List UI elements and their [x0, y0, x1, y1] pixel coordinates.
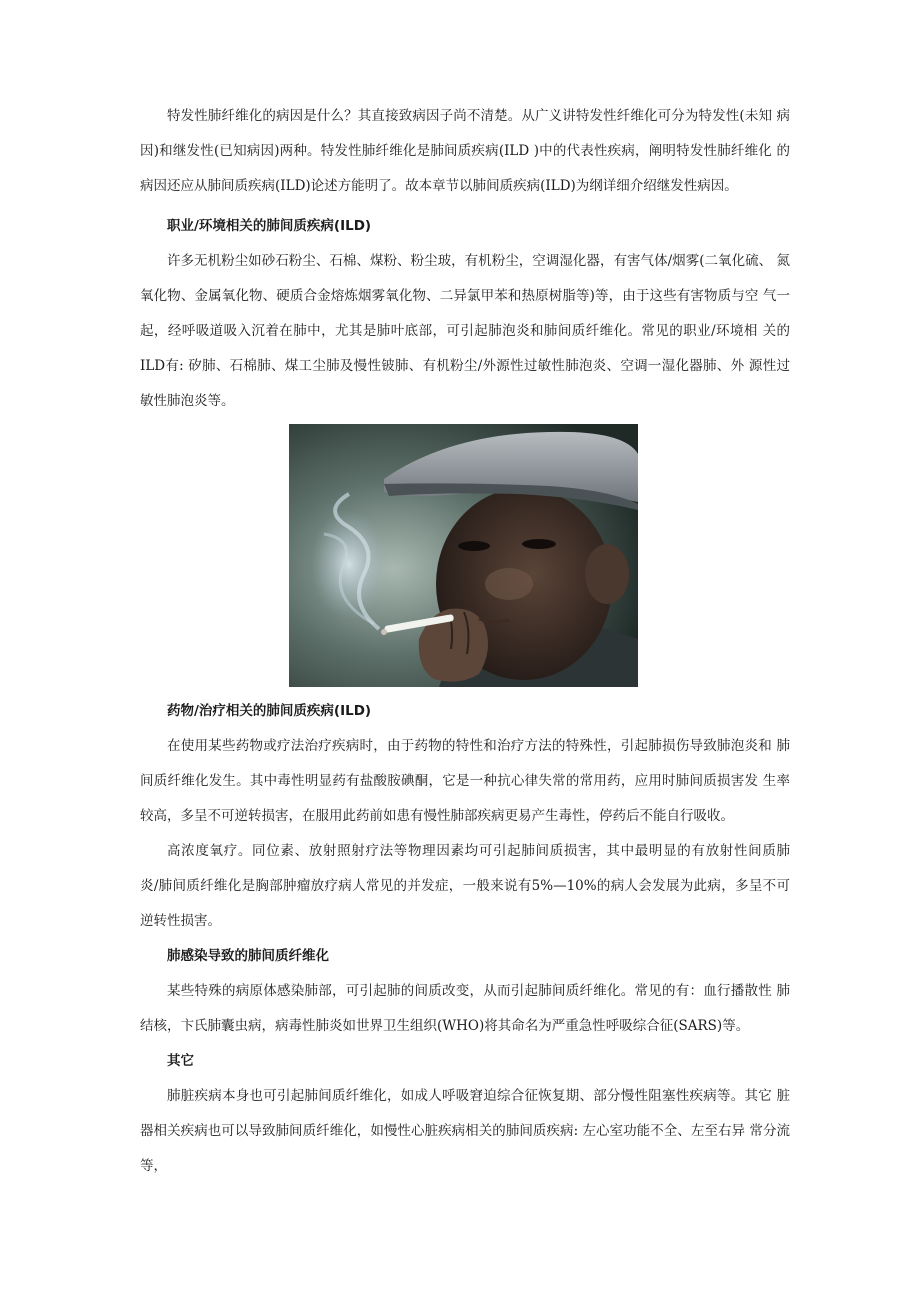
- other-heading: 其它: [167, 1053, 194, 1069]
- coal-miner-smoking-photo: [289, 424, 638, 687]
- drug-heading: 药物/治疗相关的肺间质疾病(ILD): [167, 703, 372, 719]
- oxygen-paragraph: 高浓度氧疗。同位素、放射照射疗法等物理因素均可引起肺间质损害，其中最明显的有放射性间质肺 炎/肺间质纤维化是胸部肿瘤放疗病人常见的并发症，一般来说有5%—10%的病人会发展为此病，多呈不可 逆转性损害。: [140, 843, 808, 929]
- drug-paragraph: 在使用某些药物或疗法治疗疾病时，由于药物的特性和治疗方法的特殊性，引起肺损伤导致肺泡炎和 肺间质纤维化发生。其中毒性明显药有盐酸胺碘酮，它是一种抗心律失常的常用药，应用时肺间质损害发 生率较高，多呈不可逆转损害，在服用此药前如患有慢性肺部疾病更易产生毒性，停药后不能自行吸收。: [140, 738, 790, 824]
- occupational-heading: 职业/环境相关的肺间质疾病(ILD): [167, 218, 372, 234]
- intro-paragraph: 特发性肺纤维化的病因是什么？其直接致病因子尚不清楚。从广义讲特发性纤维化可分为特发性(未知 病因)和继发性(已知病因)两种。特发性肺纤维化是肺间质疾病(ILD )中的代表性疾病，阐明特发性肺纤维化 的病因还应从肺间质疾病(ILD)论述方能明了。故本章节以肺间质疾病(ILD)为纲详细介绍继发性病因。: [140, 108, 790, 194]
- infection-paragraph: 某些特殊的病原体感染肺部，可引起肺的间质改变，从而引起肺间质纤维化。常见的有：血行播散性 肺结核，卞氏肺囊虫病，病毒性肺炎如世界卫生组织(WHO)将其命名为严重急性呼吸综合征(SARS)等。: [140, 983, 790, 1034]
- intro-section: [140, 99, 790, 204]
- occupational-section: [140, 209, 790, 419]
- occupational-paragraph: 许多无机粉尘如砂石粉尘、石棉、煤粉、粉尘玻，有机粉尘，空调湿化器，有害气体/烟雾(二氧化硫、 氮氧化物、金属氧化物、硬质合金熔炼烟雾氧化物、二异氯甲苯和热原树脂等)等，由于这些有害物质与空 气一起，经呼吸道吸入沉着在肺中，尤其是肺叶底部，可引起肺泡炎和肺间质纤维化。常见的职业/环境相 关的ILD有: 矽肺、石棉肺、煤工尘肺及慢性铍肺、有机粉尘/外源性过敏性肺泡炎、空调一湿化器肺、外 源性过敏性肺泡炎等。: [140, 253, 790, 409]
- other-paragraph: 肺脏疾病本身也可引起肺间质纤维化，如成人呼吸窘迫综合征恢复期、部分慢性阻塞性疾病等。其它 脏器相关疾病也可以导致肺间质纤维化，如慢性心脏疾病相关的肺间质疾病: 左心室功能不全、左至右异 常分流等，: [140, 1088, 790, 1174]
- infection-heading: 肺感染导致的肺间质纤维化: [167, 948, 329, 964]
- photo-illustration: [289, 424, 638, 687]
- drug-section: [140, 694, 808, 1184]
